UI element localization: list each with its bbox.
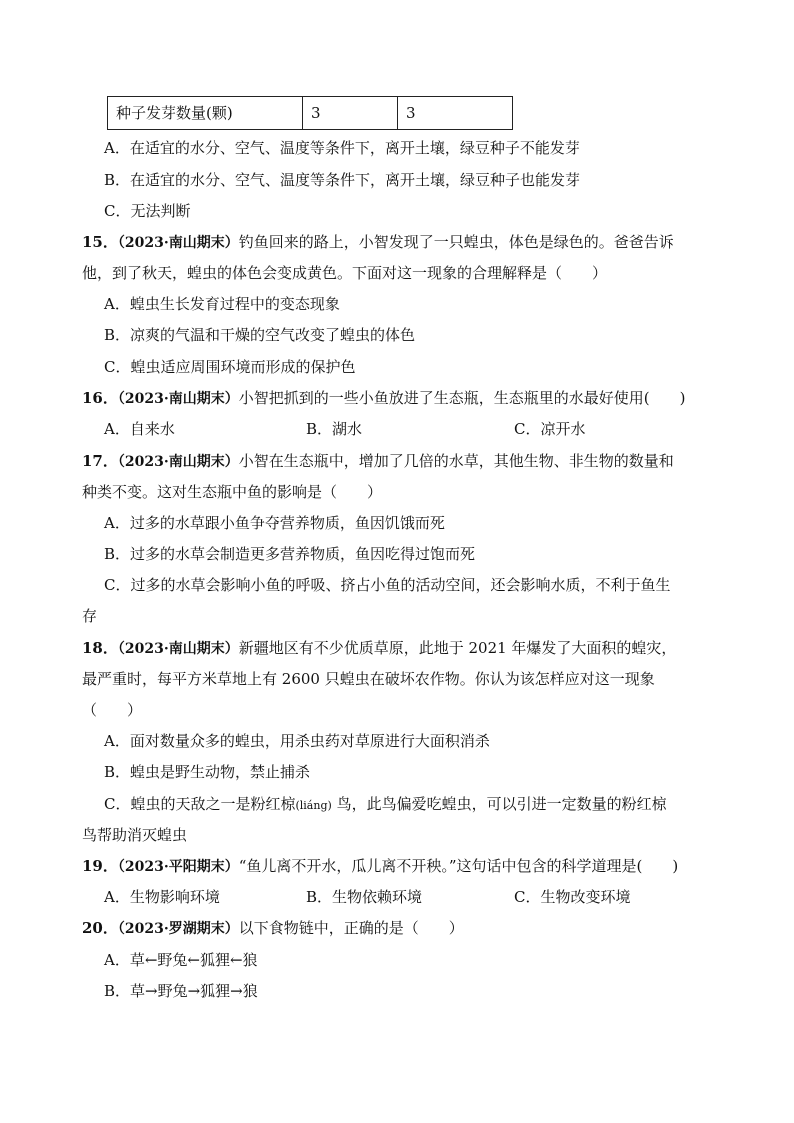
question-number: 16． <box>82 389 118 407</box>
q18-stem <box>82 638 722 659</box>
q18-option-b: B．蝗虫是野生动物，禁止捕杀 <box>104 763 311 781</box>
question-text: 小智在生态瓶中，增加了几倍的水草，其他生物、非生物的数量和 <box>238 452 674 470</box>
q18-option-a: A．面对数量众多的蝗虫，用杀虫药对草原进行大面积消杀 <box>104 732 490 750</box>
q15-option-a: A．蝗虫生长发育过程中的变态现象 <box>104 295 340 313</box>
question-text: 小智把抓到的一些小鱼放进了生态瓶，生态瓶里的水最好使用( ) <box>238 389 686 407</box>
q15-stem-line2: 他，到了秋天，蝗虫的体色会变成黄色。下面对这一现象的合理解释是（ ） <box>82 264 608 282</box>
option-text: 鸟，此鸟偏爱吃蝗虫，可以引进一定数量的粉红椋 <box>331 795 667 813</box>
q14-option-b: B．在适宜的水分、空气、温度等条件下，离开土壤，绿豆种子也能发芽 <box>104 171 581 189</box>
q18-option-c <box>104 794 744 816</box>
q15-option-b: B．凉爽的气温和干燥的空气改变了蝗虫的体色 <box>104 326 416 344</box>
question-text: 新疆地区有不少优质草原，此地于 2021 年爆发了大面积的蝗灾， <box>238 639 677 657</box>
q18-option-c-line2: 鸟帮助消灭蝗虫 <box>82 826 188 844</box>
question-source: （2023·罗湖期末） <box>117 921 239 937</box>
q17-option-b: B．过多的水草会制造更多营养物质，鱼因吃得过饱而死 <box>104 545 476 563</box>
q17-option-c: C．过多的水草会影响小鱼的呼吸、挤占小鱼的活动空间，还会影响水质，不利于鱼生 <box>104 576 671 594</box>
table-cell: 3 <box>303 97 398 130</box>
q20-stem <box>82 918 722 939</box>
question-number: 20． <box>82 919 118 937</box>
q16-option-b: B．湖水 <box>306 420 363 438</box>
q17-option-c-line2: 存 <box>82 607 98 625</box>
table-cell: 3 <box>398 97 513 130</box>
question-source: （2023·南山期末） <box>117 235 239 251</box>
q19-option-c: C．生物改变环境 <box>514 888 631 906</box>
q19-option-b: B．生物依赖环境 <box>306 888 423 906</box>
question-source: （2023·南山期末） <box>117 641 239 657</box>
pinyin-annotation: (liáng) <box>295 799 332 812</box>
question-text: 以下食物链中，正确的是（ ） <box>238 919 464 937</box>
q14-option-a: A．在适宜的水分、空气、温度等条件下，离开土壤，绿豆种子不能发芽 <box>104 139 580 157</box>
q16-option-a: A．自来水 <box>104 420 175 438</box>
question-source: （2023·平阳期末） <box>117 859 239 875</box>
q17-stem <box>82 451 722 472</box>
q19-stem <box>82 856 722 877</box>
q17-option-a: A．过多的水草跟小鱼争夺营养物质，鱼因饥饿而死 <box>104 514 445 532</box>
question-source: （2023·南山期末） <box>117 391 239 407</box>
q19-option-a: A．生物影响环境 <box>104 888 220 906</box>
q16-option-c: C．凉开水 <box>514 420 586 438</box>
table-row <box>108 97 513 130</box>
germination-table <box>107 96 513 130</box>
q14-option-c: C．无法判断 <box>104 202 191 220</box>
question-number: 19． <box>82 857 118 875</box>
question-text: 钓鱼回来的路上，小智发现了一只蝗虫，体色是绿色的。爸爸告诉 <box>238 233 674 251</box>
q20-option-a: A．草←野兔←狐狸←狼 <box>104 951 258 969</box>
question-number: 17． <box>82 452 118 470</box>
q18-stem-line3: （ ） <box>82 701 143 719</box>
question-number: 18． <box>82 639 118 657</box>
q17-stem-line2: 种类不变。这对生态瓶中鱼的影响是（ ） <box>82 483 383 501</box>
question-number: 15． <box>82 233 118 251</box>
table-row-label: 种子发芽数量(颗) <box>108 97 303 130</box>
option-text: C．蝗虫的天敌之一是粉红椋 <box>104 795 296 813</box>
q20-option-b: B．草→野兔→狐狸→狼 <box>104 982 258 1000</box>
q15-stem <box>82 232 722 253</box>
q15-option-c: C．蝗虫适应周围环境而形成的保护色 <box>104 358 356 376</box>
q16-stem <box>82 388 722 409</box>
q18-stem-line2: 最严重时，每平方米草地上有 2600 只蝗虫在破坏农作物。你认为该怎样应对这一现象 <box>82 670 655 688</box>
question-source: （2023·南山期末） <box>117 454 239 470</box>
question-text: “鱼儿离不开水，瓜儿离不开秧。”这句话中包含的科学道理是( ) <box>238 857 679 875</box>
